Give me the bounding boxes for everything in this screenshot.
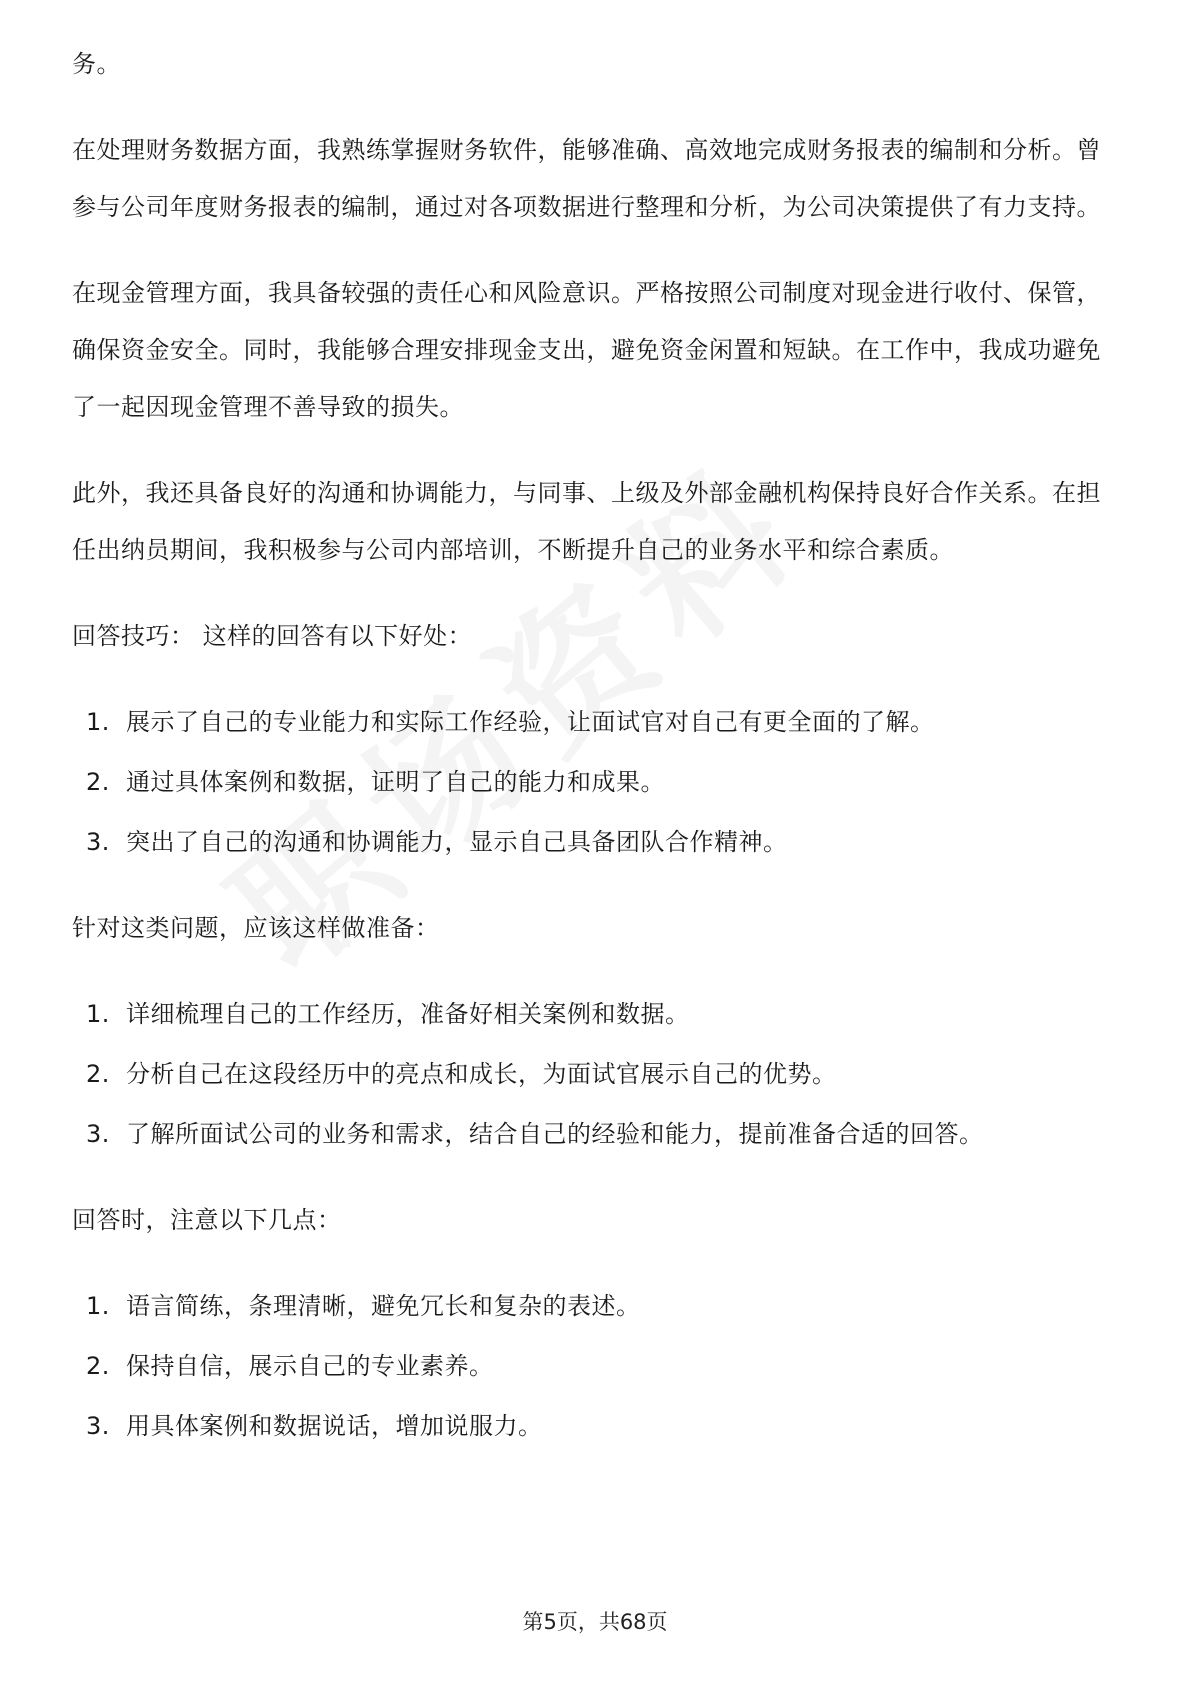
prep-heading: 针对这类问题，应该这样做准备： (72, 914, 440, 942)
list-item-text: 保持自信，展示自己的专业素养。 (126, 1352, 494, 1380)
list-item (72, 1338, 1118, 1395)
notes-heading: 回答时，注意以下几点： (72, 1206, 342, 1234)
notes-list (72, 1278, 1118, 1455)
list-item-text: 通过具体案例和数据，证明了自己的能力和成果。 (126, 768, 665, 796)
list-number: 3. (86, 828, 110, 856)
list-item (72, 986, 1118, 1043)
tips-heading: 回答技巧： 这样的回答有以下好处： (72, 622, 473, 650)
list-item (72, 1278, 1118, 1335)
list-item (72, 1398, 1118, 1455)
list-number: 3. (86, 1120, 110, 1148)
prep-list (72, 986, 1118, 1163)
list-item-text: 了解所面试公司的业务和需求，结合自己的经验和能力，提前准备合适的回答。 (126, 1120, 984, 1148)
list-number: 2. (86, 1060, 110, 1088)
list-item-text: 用具体案例和数据说话，增加说服力。 (126, 1412, 543, 1440)
list-item-text: 详细梳理自己的工作经历，准备好相关案例和数据。 (126, 1000, 690, 1028)
list-item (72, 694, 1118, 751)
list-number: 3. (86, 1412, 110, 1440)
tips-list (72, 694, 1118, 871)
paragraph-cash-management: 在现金管理方面，我具备较强的责任心和风险意识。严格按照公司制度对现金进行收付、保管，确保资金安全。同时，我能够合理安排现金支出，避免资金闲置和短缺。在工作中，我成功避免了一起因现金管理不善导致的损失。 (72, 279, 1101, 421)
paragraph-communication: 此外，我还具备良好的沟通和协调能力，与同事、上级及外部金融机构保持良好合作关系。在担任出纳员期间，我积极参与公司内部培训，不断提升自己的业务水平和综合素质。 (72, 479, 1101, 564)
paragraph-financial-data: 在处理财务数据方面，我熟练掌握财务软件，能够准确、高效地完成财务报表的编制和分析。曾参与公司年度财务报表的编制，通过对各项数据进行整理和分析，为公司决策提供了有力支持。 (72, 136, 1101, 221)
list-item-text: 展示了自己的专业能力和实际工作经验，让面试官对自己有更全面的了解。 (126, 708, 935, 736)
list-item-text: 突出了自己的沟通和协调能力，显示自己具备团队合作精神。 (126, 828, 788, 856)
list-item (72, 814, 1118, 871)
paragraph-continuation: 务。 (72, 50, 121, 78)
list-item (72, 1046, 1118, 1103)
list-number: 1. (86, 708, 110, 736)
page-footer: 第5页，共68页 (522, 1610, 668, 1634)
list-number: 2. (86, 1352, 110, 1380)
list-number: 1. (86, 1000, 110, 1028)
document-body (72, 36, 1118, 1484)
list-item-text: 语言简练，条理清晰，避免冗长和复杂的表述。 (126, 1292, 641, 1320)
list-number: 2. (86, 768, 110, 796)
list-number: 1. (86, 1292, 110, 1320)
list-item (72, 1106, 1118, 1163)
list-item (72, 754, 1118, 811)
list-item-text: 分析自己在这段经历中的亮点和成长，为面试官展示自己的优势。 (126, 1060, 837, 1088)
